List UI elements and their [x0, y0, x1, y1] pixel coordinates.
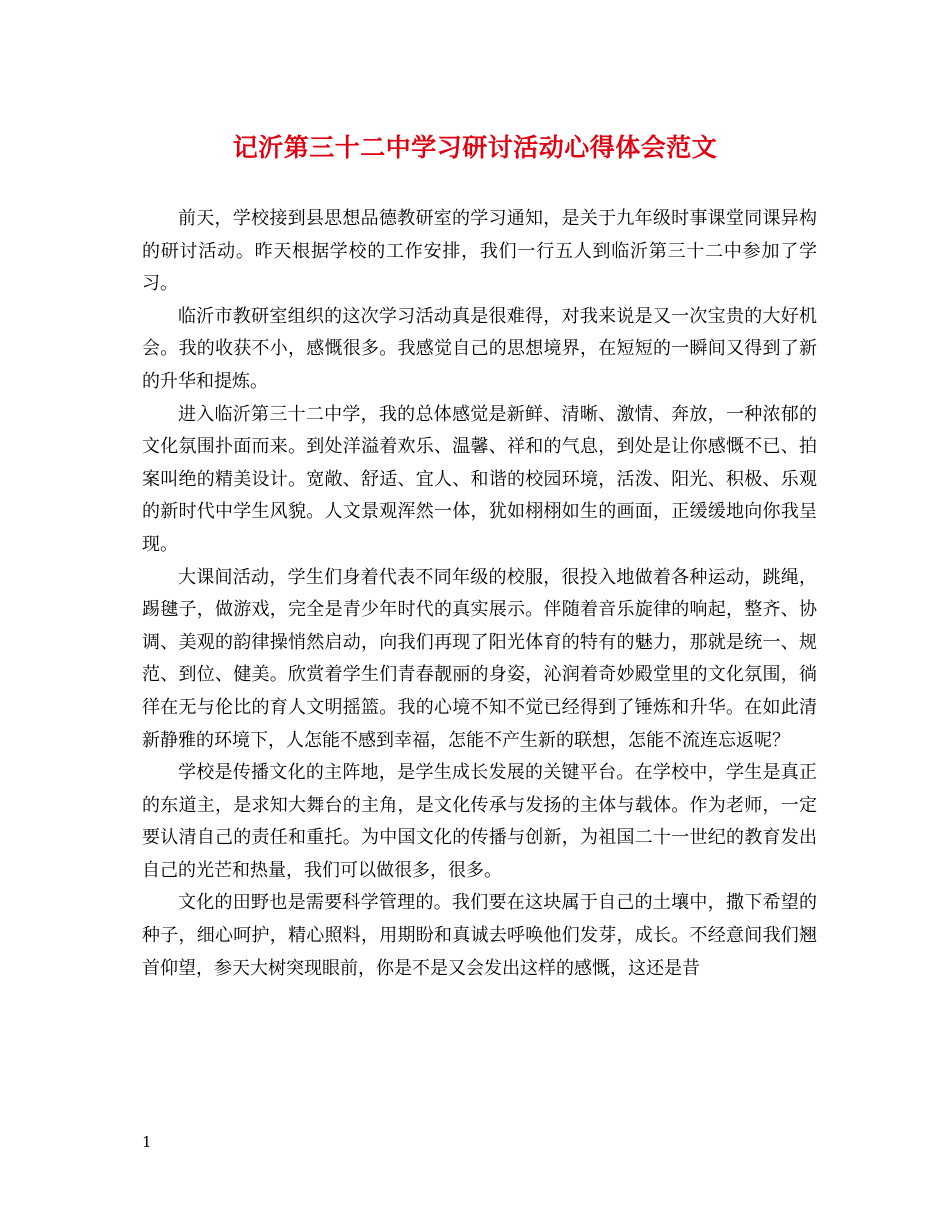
paragraph-1: 前天，学校接到县思想品德教研室的学习通知，是关于九年级时事课堂同课异构的研讨活动。昨天根据学校的工作安排，我们一行五人到临沂第三十二中参加了学习。	[142, 208, 817, 295]
document-body	[142, 203, 817, 985]
paragraph-6: 文化的田野也是需要科学管理的。我们要在这块属于自己的土壤中，撒下希望的种子，细心呵护，精心照料，用期盼和真诚去呼唤他们发芽，成长。不经意间我们翘首仰望，参天大树突现眼前，你是不是又会发出这样的感慨，这还是昔	[142, 892, 817, 979]
document-title: 记沂第三十二中学习研讨活动心得体会范文	[232, 133, 718, 162]
paragraph-3: 进入临沂第三十二中学，我的总体感觉是新鲜、清晰、激情、奔放，一种浓郁的文化氛围扑面而来。到处洋溢着欢乐、温馨、祥和的气息，到处是让你感慨不已、拍案叫绝的精美设计。宽敞、舒适、宜人、和谐的校园环境，活泼、阳光、积极、乐观的新时代中学生风貌。人文景观浑然一体，犹如栩栩如生的画面，正缓缓地向你我呈现。	[142, 403, 817, 555]
page-number: 1	[142, 1133, 152, 1151]
paragraph-4: 大课间活动，学生们身着代表不同年级的校服，很投入地做着各种运动，跳绳，踢毽子，做游戏，完全是青少年时代的真实展示。伴随着音乐旋律的响起，整齐、协调、美观的韵律操悄然启动，向我们再现了阳光体育的特有的魅力，那就是统一、规范、到位、健美。欣赏着学生们青春靓丽的身姿，沁润着奇妙殿堂里的文化氛围，徜徉在无与伦比的育人文明摇篮。我的心境不知不觉已经得到了锤炼和升华。在如此清新静雅的环境下，人怎能不感到幸福，怎能不产生新的联想，怎能不流连忘返呢？	[142, 566, 817, 751]
paragraph-2: 临沂市教研室组织的这次学习活动真是很难得，对我来说是又一次宝贵的大好机会。我的收获不小，感慨很多。我感觉自己的思想境界，在短短的一瞬间又得到了新的升华和提炼。	[142, 305, 817, 392]
paragraph-5: 学校是传播文化的主阵地，是学生成长发展的关键平台。在学校中，学生是真正的东道主，是求知大舞台的主角，是文化传承与发扬的主体与载体。作为老师，一定要认清自己的责任和重托。为中国文化的传播与创新，为祖国二十一世纪的教育发出自己的光芒和热量，我们可以做很多，很多。	[142, 762, 817, 881]
